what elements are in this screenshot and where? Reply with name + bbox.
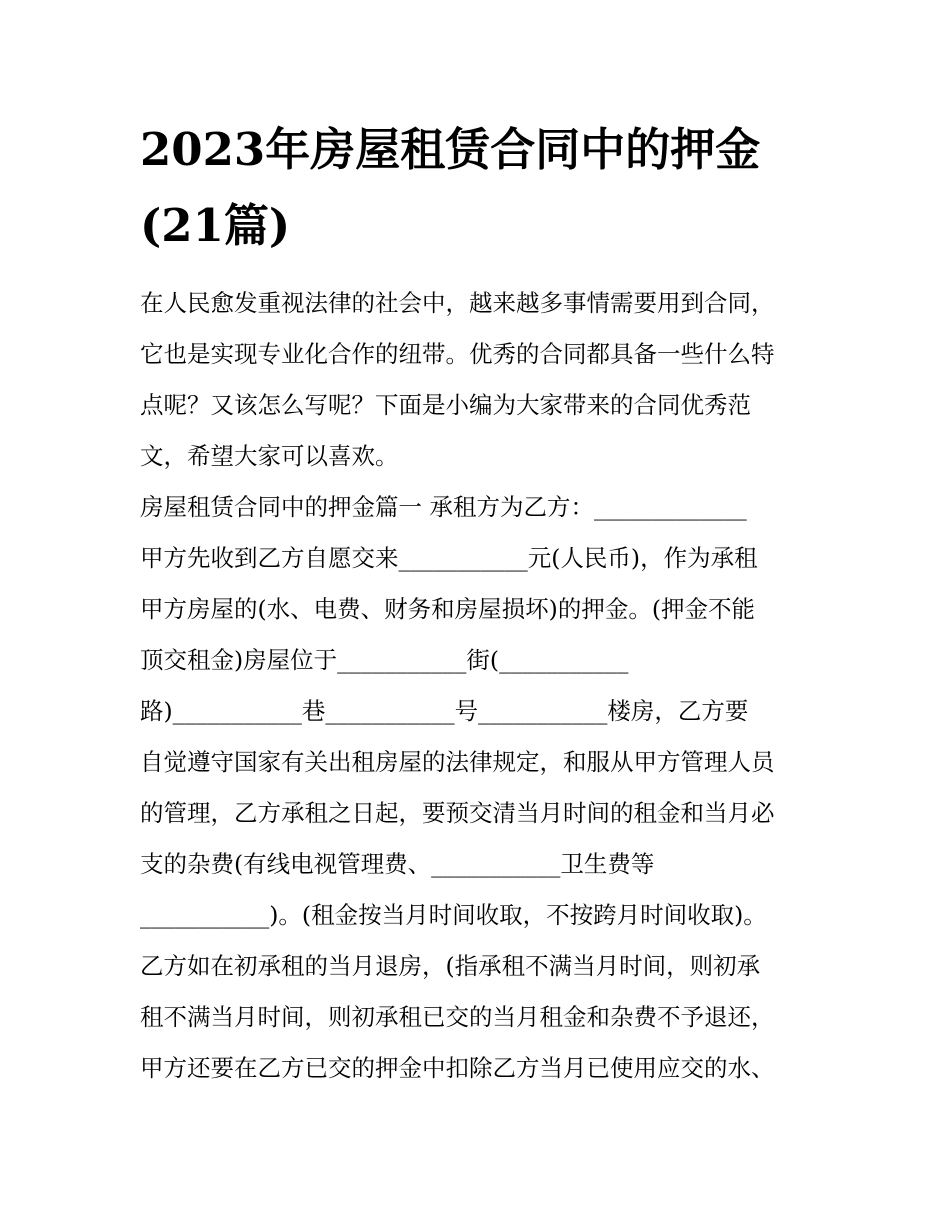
- body-line: 顶交租金)房屋位于___________街(___________: [140, 646, 629, 674]
- body-line: 点呢？又该怎么写呢？下面是小编为大家带来的合同优秀范: [140, 391, 751, 419]
- body-line: 甲方房屋的(水、电费、财务和房屋损坏)的押金。(押金不能: [140, 595, 756, 623]
- body-line: 甲方先收到乙方自愿交来___________元(人民币)，作为承租: [140, 544, 758, 572]
- body-line: 租不满当月时间，则初承租已交的当月租金和杂费不予退还，: [140, 1003, 775, 1031]
- body-line: 自觉遵守国家有关出租房屋的法律规定，和服从甲方管理人员: [140, 748, 775, 776]
- body-line: 房屋租赁合同中的押金篇一 承租方为乙方：_____________: [140, 493, 747, 521]
- document-title: [140, 112, 820, 264]
- body-line: 路)___________巷___________号___________楼房，乙方要: [140, 697, 749, 725]
- body-line: 乙方如在初承租的当月退房，(指承租不满当月时间，则初承: [140, 952, 761, 980]
- body-line: 的管理，乙方承租之日起，要预交清当月时间的租金和当月必: [140, 799, 775, 827]
- body-line: 支的杂费(有线电视管理费、___________卫生费等: [140, 850, 655, 878]
- body-line: 在人民愈发重视法律的社会中，越来越多事情需要用到合同，: [140, 289, 775, 317]
- title-line: 2023年房屋租赁合同中的押金: [140, 123, 761, 176]
- body-line: 甲方还要在乙方已交的押金中扣除乙方当月已使用应交的水、: [140, 1054, 775, 1082]
- body-line: 文，希望大家可以喜欢。: [140, 442, 399, 470]
- body-line: ___________)。(租金按当月时间收取，不按跨月时间收取)。: [140, 901, 767, 929]
- title-line: (21篇): [140, 199, 291, 252]
- body-line: 它也是实现专业化合作的纽带。优秀的合同都具备一些什么特: [140, 340, 775, 368]
